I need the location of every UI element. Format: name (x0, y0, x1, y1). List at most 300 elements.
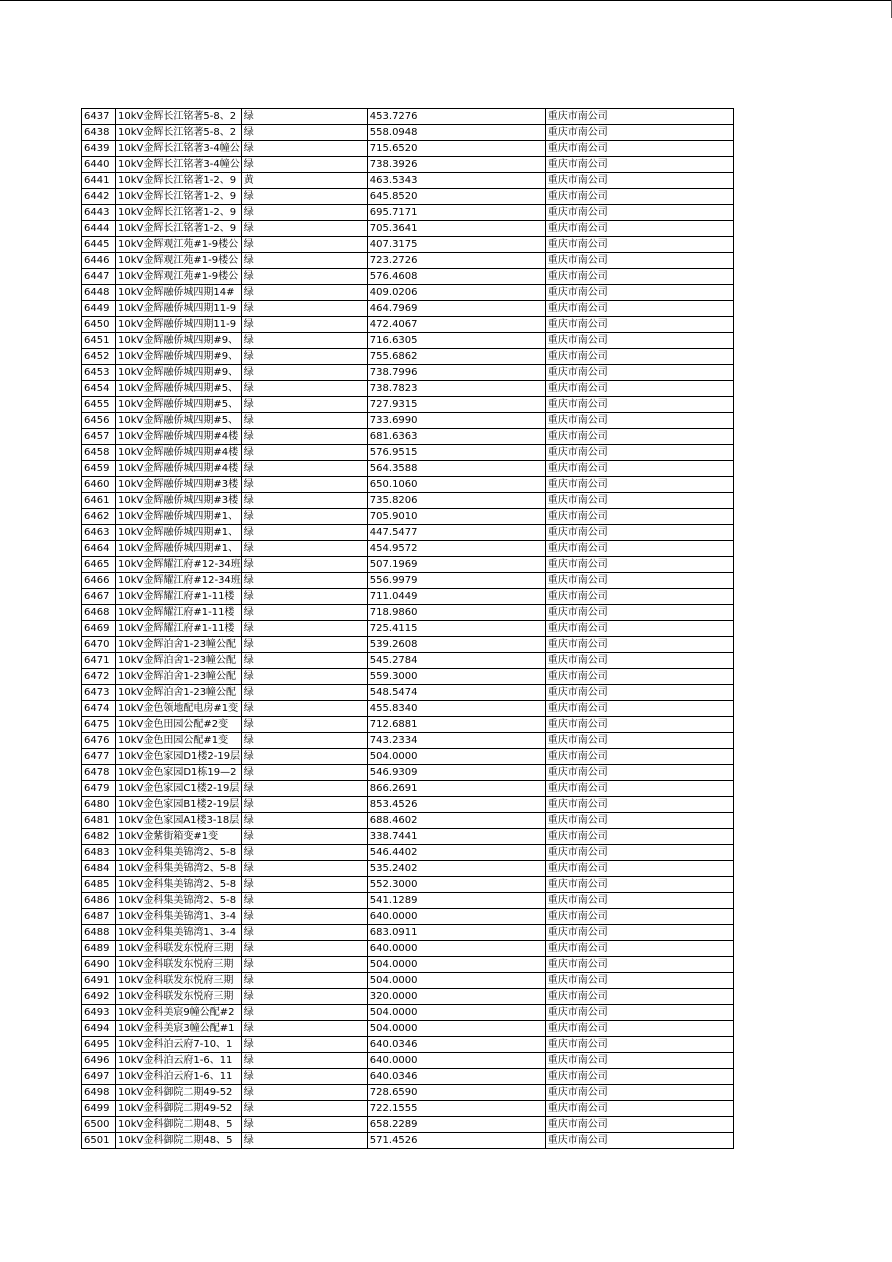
name-cell: 10kV金科联发东悦府三期 (116, 957, 242, 973)
name-cell: 10kV金色家园B1楼2-19层 (116, 797, 242, 813)
table-row (82, 189, 734, 205)
name-cell: 10kV金辉耀江府#12-34班 (116, 557, 242, 573)
name-cell: 10kV金辉耀江府#1-11楼 (116, 589, 242, 605)
name-cell: 10kV金辉长江铭著1-2、9 (116, 173, 242, 189)
color-cell: 黄 (241, 173, 367, 189)
color-cell: 绿 (241, 861, 367, 877)
color-cell: 绿 (241, 1021, 367, 1037)
name-cell: 10kV金辉长江铭著1-2、9 (116, 205, 242, 221)
table-row (82, 173, 734, 189)
color-cell: 绿 (241, 701, 367, 717)
row-id-cell: 6466 (82, 573, 116, 589)
name-cell: 10kV金辉观江苑#1-9楼公 (116, 237, 242, 253)
name-cell: 10kV金辉融侨城四期#1、 (116, 541, 242, 557)
name-cell: 10kV金科御院二期49-52 (116, 1085, 242, 1101)
value-cell: 571.4526 (367, 1133, 545, 1149)
value-cell: 755.6862 (367, 349, 545, 365)
company-cell: 重庆市南公司 (545, 653, 733, 669)
table-row (82, 1037, 734, 1053)
table-row (82, 333, 734, 349)
row-id-cell: 6478 (82, 765, 116, 781)
name-cell: 10kV金辉长江铭著3-4幢公 (116, 141, 242, 157)
company-cell: 重庆市南公司 (545, 1117, 733, 1133)
table-row (82, 845, 734, 861)
color-cell: 绿 (241, 765, 367, 781)
row-id-cell: 6481 (82, 813, 116, 829)
name-cell: 10kV金辉融侨城四期#3楼 (116, 477, 242, 493)
company-cell: 重庆市南公司 (545, 349, 733, 365)
company-cell: 重庆市南公司 (545, 413, 733, 429)
company-cell: 重庆市南公司 (545, 205, 733, 221)
company-cell: 重庆市南公司 (545, 797, 733, 813)
value-cell: 645.8520 (367, 189, 545, 205)
color-cell: 绿 (241, 813, 367, 829)
table-row (82, 717, 734, 733)
color-cell: 绿 (241, 349, 367, 365)
company-cell: 重庆市南公司 (545, 493, 733, 509)
company-cell: 重庆市南公司 (545, 141, 733, 157)
value-cell: 504.0000 (367, 749, 545, 765)
table-row (82, 301, 734, 317)
value-cell: 712.6881 (367, 717, 545, 733)
name-cell: 10kV金辉泊舍1-23幢公配 (116, 653, 242, 669)
row-id-cell: 6489 (82, 941, 116, 957)
row-id-cell: 6482 (82, 829, 116, 845)
value-cell: 558.0948 (367, 125, 545, 141)
value-cell: 504.0000 (367, 973, 545, 989)
value-cell: 727.9315 (367, 397, 545, 413)
color-cell: 绿 (241, 301, 367, 317)
company-cell: 重庆市南公司 (545, 1005, 733, 1021)
value-cell: 454.9572 (367, 541, 545, 557)
row-id-cell: 6441 (82, 173, 116, 189)
color-cell: 绿 (241, 829, 367, 845)
name-cell: 10kV金色田园公配#1变 (116, 733, 242, 749)
company-cell: 重庆市南公司 (545, 189, 733, 205)
value-cell: 559.3000 (367, 669, 545, 685)
table-row (82, 349, 734, 365)
color-cell: 绿 (241, 189, 367, 205)
color-cell: 绿 (241, 109, 367, 125)
name-cell: 10kV金科集美锦湾2、5-8 (116, 861, 242, 877)
company-cell: 重庆市南公司 (545, 589, 733, 605)
row-id-cell: 6491 (82, 973, 116, 989)
row-id-cell: 6437 (82, 109, 116, 125)
company-cell: 重庆市南公司 (545, 877, 733, 893)
color-cell: 绿 (241, 845, 367, 861)
row-id-cell: 6462 (82, 509, 116, 525)
company-cell: 重庆市南公司 (545, 829, 733, 845)
name-cell: 10kV金辉融侨城四期#1、 (116, 509, 242, 525)
color-cell: 绿 (241, 781, 367, 797)
table-row (82, 253, 734, 269)
color-cell: 绿 (241, 1037, 367, 1053)
table-row (82, 157, 734, 173)
value-cell: 738.7996 (367, 365, 545, 381)
name-cell: 10kV金辉耀江府#1-11楼 (116, 621, 242, 637)
color-cell: 绿 (241, 909, 367, 925)
color-cell: 绿 (241, 989, 367, 1005)
color-cell: 绿 (241, 1069, 367, 1085)
name-cell: 10kV金辉长江铭著1-2、9 (116, 221, 242, 237)
row-id-cell: 6463 (82, 525, 116, 541)
name-cell: 10kV金科泊云府1-6、11 (116, 1053, 242, 1069)
row-id-cell: 6456 (82, 413, 116, 429)
row-id-cell: 6499 (82, 1101, 116, 1117)
table-row (82, 1005, 734, 1021)
value-cell: 556.9979 (367, 573, 545, 589)
value-cell: 735.8206 (367, 493, 545, 509)
color-cell: 绿 (241, 157, 367, 173)
color-cell: 绿 (241, 893, 367, 909)
table-row (82, 413, 734, 429)
row-id-cell: 6501 (82, 1133, 116, 1149)
color-cell: 绿 (241, 925, 367, 941)
value-cell: 738.3926 (367, 157, 545, 173)
row-id-cell: 6453 (82, 365, 116, 381)
company-cell: 重庆市南公司 (545, 1053, 733, 1069)
table-row (82, 653, 734, 669)
company-cell: 重庆市南公司 (545, 989, 733, 1005)
row-id-cell: 6479 (82, 781, 116, 797)
color-cell: 绿 (241, 205, 367, 221)
table-row (82, 237, 734, 253)
color-cell: 绿 (241, 493, 367, 509)
company-cell: 重庆市南公司 (545, 717, 733, 733)
company-cell: 重庆市南公司 (545, 573, 733, 589)
value-cell: 504.0000 (367, 1021, 545, 1037)
table-row (82, 525, 734, 541)
table-row (82, 893, 734, 909)
company-cell: 重庆市南公司 (545, 237, 733, 253)
name-cell: 10kV金科御院二期48、5 (116, 1133, 242, 1149)
company-cell: 重庆市南公司 (545, 269, 733, 285)
table-row (82, 1085, 734, 1101)
name-cell: 10kV金科联发东悦府三期 (116, 989, 242, 1005)
table-row (82, 941, 734, 957)
name-cell: 10kV金辉长江铭著1-2、9 (116, 189, 242, 205)
row-id-cell: 6445 (82, 237, 116, 253)
color-cell: 绿 (241, 1101, 367, 1117)
row-id-cell: 6443 (82, 205, 116, 221)
color-cell: 绿 (241, 957, 367, 973)
row-id-cell: 6473 (82, 685, 116, 701)
name-cell: 10kV金辉长江铭著5-8、2 (116, 125, 242, 141)
value-cell: 743.2334 (367, 733, 545, 749)
table-row (82, 269, 734, 285)
color-cell: 绿 (241, 653, 367, 669)
row-id-cell: 6477 (82, 749, 116, 765)
value-cell: 546.4402 (367, 845, 545, 861)
value-cell: 546.9309 (367, 765, 545, 781)
company-cell: 重庆市南公司 (545, 941, 733, 957)
name-cell: 10kV金辉融侨城四期#5、 (116, 413, 242, 429)
table-row (82, 429, 734, 445)
company-cell: 重庆市南公司 (545, 365, 733, 381)
row-id-cell: 6451 (82, 333, 116, 349)
company-cell: 重庆市南公司 (545, 973, 733, 989)
row-id-cell: 6488 (82, 925, 116, 941)
company-cell: 重庆市南公司 (545, 461, 733, 477)
company-cell: 重庆市南公司 (545, 541, 733, 557)
row-id-cell: 6440 (82, 157, 116, 173)
name-cell: 10kV金辉融侨城四期#4楼 (116, 461, 242, 477)
value-cell: 716.6305 (367, 333, 545, 349)
color-cell: 绿 (241, 573, 367, 589)
company-cell: 重庆市南公司 (545, 909, 733, 925)
company-cell: 重庆市南公司 (545, 685, 733, 701)
name-cell: 10kV金辉融侨城四期#9、 (116, 333, 242, 349)
color-cell: 绿 (241, 621, 367, 637)
row-id-cell: 6484 (82, 861, 116, 877)
row-id-cell: 6468 (82, 605, 116, 621)
table-row (82, 365, 734, 381)
company-cell: 重庆市南公司 (545, 157, 733, 173)
value-cell: 705.3641 (367, 221, 545, 237)
company-cell: 重庆市南公司 (545, 301, 733, 317)
name-cell: 10kV金辉泊舍1-23幢公配 (116, 669, 242, 685)
company-cell: 重庆市南公司 (545, 221, 733, 237)
value-cell: 504.0000 (367, 957, 545, 973)
color-cell: 绿 (241, 749, 367, 765)
row-id-cell: 6460 (82, 477, 116, 493)
company-cell: 重庆市南公司 (545, 525, 733, 541)
color-cell: 绿 (241, 541, 367, 557)
name-cell: 10kV金科联发东悦府三期 (116, 941, 242, 957)
company-cell: 重庆市南公司 (545, 781, 733, 797)
value-cell: 320.0000 (367, 989, 545, 1005)
color-cell: 绿 (241, 445, 367, 461)
table-row (82, 765, 734, 781)
value-cell: 541.1289 (367, 893, 545, 909)
name-cell: 10kV金科泊云府1-6、11 (116, 1069, 242, 1085)
color-cell: 绿 (241, 509, 367, 525)
table-row (82, 221, 734, 237)
value-cell: 539.2608 (367, 637, 545, 653)
table-row (82, 557, 734, 573)
company-cell: 重庆市南公司 (545, 1133, 733, 1149)
value-cell: 504.0000 (367, 1005, 545, 1021)
row-id-cell: 6467 (82, 589, 116, 605)
company-cell: 重庆市南公司 (545, 1101, 733, 1117)
row-id-cell: 6486 (82, 893, 116, 909)
value-cell: 853.4526 (367, 797, 545, 813)
company-cell: 重庆市南公司 (545, 765, 733, 781)
value-cell: 723.2726 (367, 253, 545, 269)
row-id-cell: 6487 (82, 909, 116, 925)
company-cell: 重庆市南公司 (545, 1069, 733, 1085)
name-cell: 10kV金辉融侨城四期#3楼 (116, 493, 242, 509)
name-cell: 10kV金科集美锦湾2、5-8 (116, 893, 242, 909)
row-id-cell: 6490 (82, 957, 116, 973)
value-cell: 564.3588 (367, 461, 545, 477)
row-id-cell: 6493 (82, 1005, 116, 1021)
row-id-cell: 6470 (82, 637, 116, 653)
table-row (82, 733, 734, 749)
name-cell: 10kV金辉泊舍1-23幢公配 (116, 637, 242, 653)
company-cell: 重庆市南公司 (545, 733, 733, 749)
company-cell: 重庆市南公司 (545, 637, 733, 653)
value-cell: 705.9010 (367, 509, 545, 525)
color-cell: 绿 (241, 413, 367, 429)
name-cell: 10kV金辉融侨城四期#5、 (116, 381, 242, 397)
value-cell: 658.2289 (367, 1117, 545, 1133)
company-cell: 重庆市南公司 (545, 701, 733, 717)
company-cell: 重庆市南公司 (545, 957, 733, 973)
table-row (82, 1053, 734, 1069)
table-row (82, 317, 734, 333)
table-row (82, 1101, 734, 1117)
value-cell: 733.6990 (367, 413, 545, 429)
table-row (82, 925, 734, 941)
value-cell: 409.0206 (367, 285, 545, 301)
row-id-cell: 6472 (82, 669, 116, 685)
color-cell: 绿 (241, 125, 367, 141)
color-cell: 绿 (241, 269, 367, 285)
color-cell: 绿 (241, 1005, 367, 1021)
name-cell: 10kV金紫街箱变#1变 (116, 829, 242, 845)
name-cell: 10kV金色领地配电房#1变 (116, 701, 242, 717)
value-cell: 464.7969 (367, 301, 545, 317)
color-cell: 绿 (241, 477, 367, 493)
value-cell: 640.0000 (367, 909, 545, 925)
name-cell: 10kV金辉观江苑#1-9楼公 (116, 253, 242, 269)
table-row (82, 125, 734, 141)
name-cell: 10kV金辉融侨城四期#4楼 (116, 429, 242, 445)
value-cell: 507.1969 (367, 557, 545, 573)
row-id-cell: 6459 (82, 461, 116, 477)
row-id-cell: 6461 (82, 493, 116, 509)
table-row (82, 397, 734, 413)
row-id-cell: 6454 (82, 381, 116, 397)
table-row (82, 781, 734, 797)
table-row (82, 877, 734, 893)
table-row (82, 381, 734, 397)
name-cell: 10kV金辉融侨城四期#9、 (116, 349, 242, 365)
table-row (82, 445, 734, 461)
company-cell: 重庆市南公司 (545, 109, 733, 125)
color-cell: 绿 (241, 797, 367, 813)
name-cell: 10kV金辉融侨城四期#4楼 (116, 445, 242, 461)
row-id-cell: 6483 (82, 845, 116, 861)
value-cell: 681.6363 (367, 429, 545, 445)
value-cell: 455.8340 (367, 701, 545, 717)
name-cell: 10kV金辉融侨城四期#5、 (116, 397, 242, 413)
table-row (82, 205, 734, 221)
row-id-cell: 6452 (82, 349, 116, 365)
color-cell: 绿 (241, 557, 367, 573)
table-row (82, 605, 734, 621)
name-cell: 10kV金科联发东悦府三期 (116, 973, 242, 989)
row-id-cell: 6444 (82, 221, 116, 237)
value-cell: 407.3175 (367, 237, 545, 253)
company-cell: 重庆市南公司 (545, 477, 733, 493)
row-id-cell: 6464 (82, 541, 116, 557)
row-id-cell: 6448 (82, 285, 116, 301)
row-id-cell: 6492 (82, 989, 116, 1005)
color-cell: 绿 (241, 941, 367, 957)
name-cell: 10kV金科集美锦湾2、5-8 (116, 877, 242, 893)
name-cell: 10kV金科御院二期49-52 (116, 1101, 242, 1117)
value-cell: 866.2691 (367, 781, 545, 797)
value-cell: 640.0346 (367, 1069, 545, 1085)
table-row (82, 509, 734, 525)
company-cell: 重庆市南公司 (545, 925, 733, 941)
table-row (82, 797, 734, 813)
table-row (82, 621, 734, 637)
value-cell: 453.7276 (367, 109, 545, 125)
table-row (82, 1069, 734, 1085)
table-row (82, 749, 734, 765)
row-id-cell: 6494 (82, 1021, 116, 1037)
color-cell: 绿 (241, 365, 367, 381)
company-cell: 重庆市南公司 (545, 333, 733, 349)
table-row (82, 461, 734, 477)
row-id-cell: 6439 (82, 141, 116, 157)
table-row (82, 701, 734, 717)
name-cell: 10kV金色家园C1楼2-19层 (116, 781, 242, 797)
color-cell: 绿 (241, 429, 367, 445)
value-cell: 576.4608 (367, 269, 545, 285)
color-cell: 绿 (241, 589, 367, 605)
table-row (82, 493, 734, 509)
name-cell: 10kV金辉长江铭著3-4幢公 (116, 157, 242, 173)
row-id-cell: 6471 (82, 653, 116, 669)
value-cell: 535.2402 (367, 861, 545, 877)
company-cell: 重庆市南公司 (545, 605, 733, 621)
row-id-cell: 6465 (82, 557, 116, 573)
name-cell: 10kV金辉耀江府#12-34班 (116, 573, 242, 589)
name-cell: 10kV金辉融侨城四期#9、 (116, 365, 242, 381)
color-cell: 绿 (241, 317, 367, 333)
value-cell: 738.7823 (367, 381, 545, 397)
color-cell: 绿 (241, 253, 367, 269)
color-cell: 绿 (241, 685, 367, 701)
color-cell: 绿 (241, 1117, 367, 1133)
name-cell: 10kV金辉长江铭著5-8、2 (116, 109, 242, 125)
table-row (82, 973, 734, 989)
color-cell: 绿 (241, 525, 367, 541)
top-border-line (0, 0, 892, 1)
row-id-cell: 6455 (82, 397, 116, 413)
table-row (82, 989, 734, 1005)
color-cell: 绿 (241, 973, 367, 989)
table-row (82, 685, 734, 701)
row-id-cell: 6447 (82, 269, 116, 285)
table-row (82, 1117, 734, 1133)
data-table (81, 108, 734, 1149)
row-id-cell: 6446 (82, 253, 116, 269)
row-id-cell: 6442 (82, 189, 116, 205)
color-cell: 绿 (241, 285, 367, 301)
row-id-cell: 6449 (82, 301, 116, 317)
row-id-cell: 6458 (82, 445, 116, 461)
table-row (82, 957, 734, 973)
name-cell: 10kV金辉融侨城四期#1、 (116, 525, 242, 541)
company-cell: 重庆市南公司 (545, 509, 733, 525)
name-cell: 10kV金科集美锦湾2、5-8 (116, 845, 242, 861)
color-cell: 绿 (241, 1133, 367, 1149)
row-id-cell: 6469 (82, 621, 116, 637)
value-cell: 552.3000 (367, 877, 545, 893)
value-cell: 640.0346 (367, 1037, 545, 1053)
value-cell: 650.1060 (367, 477, 545, 493)
value-cell: 472.4067 (367, 317, 545, 333)
company-cell: 重庆市南公司 (545, 1085, 733, 1101)
name-cell: 10kV金色家园D1楼2-19层 (116, 749, 242, 765)
table-row (82, 589, 734, 605)
row-id-cell: 6475 (82, 717, 116, 733)
